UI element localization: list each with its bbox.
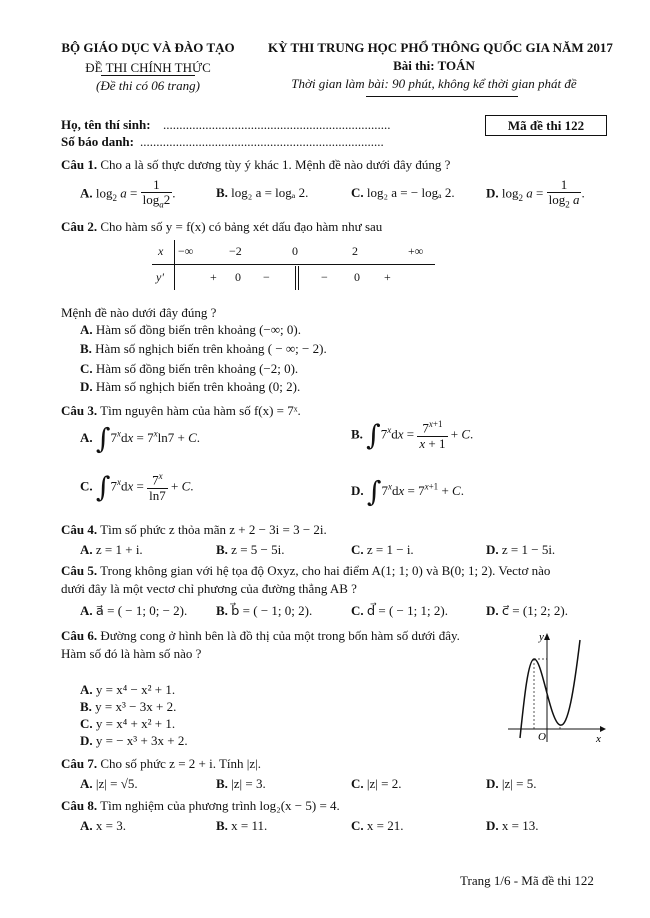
q7-text: Cho số phức z = 2 + i. Tính |z|.: [100, 756, 262, 771]
sign-table-vline: [174, 240, 175, 290]
graph-origin-label: O: [538, 731, 546, 743]
q7-b-key: B.: [216, 776, 228, 791]
q1-c-text: log₂ a = − logₐ 2.: [366, 185, 455, 200]
q4-option-d: [486, 542, 555, 559]
sign-table-x: x: [158, 244, 164, 258]
q2-a-key: A.: [80, 322, 93, 337]
q4-text: Tìm số phức z thỏa mãn z + 2 − 3i = 3 − 2i.: [100, 522, 327, 537]
q6-b-key: B.: [80, 699, 92, 714]
q7-option-d: [486, 776, 536, 793]
q1-stem: [61, 157, 450, 174]
q1-b-key: B.: [216, 185, 228, 200]
sign-table-hline: [152, 264, 435, 265]
q2-a-text: Hàm số đồng biến trên khoảng (−∞; 0).: [95, 322, 301, 337]
q6-option-a: [80, 682, 175, 699]
q8-option-d: [486, 818, 538, 835]
candidate-name-label: Họ, tên thí sinh:: [61, 117, 151, 132]
q7-c-text: |z| = 2.: [366, 776, 402, 791]
q2-option-d: [80, 379, 300, 396]
q7-a-key: A.: [80, 776, 93, 791]
q6-graph: [508, 630, 608, 745]
q5-option-d: [486, 603, 568, 620]
q3-label: Câu 3.: [61, 403, 98, 418]
sign-table-zero: 0: [292, 244, 298, 258]
ministry-name: BỘ GIÁO DỤC VÀ ĐÀO TẠO: [61, 40, 235, 55]
candidate-id-label: Số báo danh:: [61, 134, 134, 149]
q3-d-key: D.: [351, 482, 364, 498]
q4-d-key: D.: [486, 542, 499, 557]
exam-title: KỲ THI TRUNG HỌC PHỔ THÔNG QUỐC GIA NĂM 2017: [268, 40, 613, 55]
q1-b-text: log₂ a = logₐ 2.: [231, 185, 309, 200]
q2-option-b: [80, 341, 327, 358]
q3-option-b: B. $\int 7^xdx$ = $\frac{7^{x+1}}{x + 1}$ + C.: [351, 418, 474, 452]
exam-code-box: Mã đề thi 122: [485, 115, 607, 136]
q7-option-a: [80, 776, 138, 793]
q1-option-d: D. $\log_2 a$ = $\frac{1}{\log_2 a}$ .: [486, 177, 585, 210]
q5-text-2: dưới đây là một vectơ chỉ phương của đường thẳng AB ?: [61, 581, 357, 596]
q6-option-c: [80, 716, 175, 733]
q7-a-text: |z| = √5.: [95, 776, 138, 791]
q6-a-key: A.: [80, 682, 93, 697]
q1-option-c: [351, 185, 455, 201]
q3-a-key: A.: [80, 429, 93, 445]
q4-a-text: z = 1 + i.: [95, 542, 143, 557]
q8-a-key: A.: [80, 818, 93, 833]
q4-a-key: A.: [80, 542, 93, 557]
graph-y-label: y: [539, 631, 544, 643]
q2-question: Mệnh đề nào dưới đây đúng ?: [61, 305, 217, 320]
q5-text-1: Trong không gian với hệ tọa độ Oxyz, cho hai điểm A(1; 1; 0) và B(0; 1; 2). Vectơ nào: [100, 563, 551, 578]
sign-table-minus-2: −2: [229, 244, 242, 258]
q2-b-key: B.: [80, 341, 92, 356]
q4-stem: [61, 522, 327, 539]
official-label: ĐỀ THI CHÍNH THỨC: [85, 60, 211, 75]
q6-b-text: y = x³ − 3x + 2.: [95, 699, 177, 714]
q8-d-text: x = 13.: [501, 818, 539, 833]
page-footer: Trang 1/6 - Mã đề thi 122: [460, 873, 594, 888]
q6-text-2: Hàm số đó là hàm số nào ?: [61, 646, 202, 661]
q1-text: Cho a là số thực dương tùy ý khác 1. Mệnh đề nào dưới đây đúng ?: [100, 157, 451, 172]
q7-d-key: D.: [486, 776, 499, 791]
q8-stem: [61, 798, 340, 815]
q2-label: Câu 2.: [61, 219, 98, 234]
q6-c-text: y = x⁴ + x² + 1.: [95, 716, 176, 731]
q6-d-key: D.: [80, 733, 93, 748]
q2-stem: [61, 219, 382, 236]
q2-b-text: Hàm số nghịch biến trên khoảng ( − ∞; − 2).: [95, 341, 327, 356]
q2-option-c: [80, 361, 298, 378]
sign-table-zero-2: 0: [354, 270, 360, 284]
exam-time: Thời gian làm bài: 90 phút, không kể thời gian phát đề: [291, 76, 577, 91]
graph-curve: [520, 640, 580, 738]
q5-option-a: [80, 603, 187, 620]
sign-table-double-line-1: [295, 266, 296, 290]
q7-b-text: |z| = 3.: [231, 776, 266, 791]
candidate-name-dots: ......................................................................: [163, 117, 391, 132]
q3-c-key: C.: [80, 478, 93, 494]
q2-c-text: Hàm số đồng biến trên khoảng (−2; 0).: [95, 361, 299, 376]
q3-option-d: D. $\int 7^xdx = 7^{x+1} + C$.: [351, 475, 464, 508]
q1-d-key: D.: [486, 185, 499, 201]
q8-c-text: x = 21.: [366, 818, 404, 833]
q5-d-key: D.: [486, 603, 499, 618]
q1-d-fraction: $\frac{1}{\log_2 a}$: [548, 177, 580, 210]
q1-label: Câu 1.: [61, 157, 98, 172]
q5-option-b: [216, 603, 312, 620]
q5-c-text: d⃗ = ( − 1; 1; 2).: [366, 603, 448, 618]
graph-y-arrow-icon: [544, 633, 550, 640]
q5-b-key: B.: [216, 603, 228, 618]
q8-b-key: B.: [216, 818, 228, 833]
q1-a-key: A.: [80, 185, 93, 201]
q3-b-key: B.: [351, 426, 363, 442]
sign-table-plus-1: +: [210, 270, 217, 284]
q8-b-text: x = 11.: [231, 818, 268, 833]
q4-label: Câu 4.: [61, 522, 98, 537]
q7-d-text: |z| = 5.: [501, 776, 537, 791]
q8-option-c: [351, 818, 403, 835]
q7-stem: [61, 756, 261, 773]
q2-c-key: C.: [80, 361, 93, 376]
q3-option-c: C. $\int 7^xdx$ = $\frac{7^x}{\ln 7}$ + C.: [80, 470, 194, 504]
sign-table-zero-1: 0: [235, 270, 241, 284]
q6-option-d: [80, 733, 188, 750]
q4-b-text: z = 5 − 5i.: [231, 542, 285, 557]
subject: Bài thi: TOÁN: [393, 58, 475, 73]
q6-label: Câu 6.: [61, 628, 98, 643]
q3-option-a: A. $\int 7^xdx = 7^x\ln 7 + C$.: [80, 422, 200, 455]
header-divider-right: [366, 96, 518, 97]
sign-table-minus-2-sign: −: [321, 270, 328, 284]
q6-option-b: [80, 699, 176, 716]
q5-label: Câu 5.: [61, 563, 98, 578]
q4-c-key: C.: [351, 542, 364, 557]
sign-table-pos-inf: +∞: [408, 244, 424, 258]
q5-a-text: a⃗ = ( − 1; 0; − 2).: [95, 603, 188, 618]
q2-d-text: Hàm số nghịch biến trên khoảng (0; 2).: [95, 379, 301, 394]
q2-option-a: [80, 322, 301, 339]
q7-option-c: [351, 776, 401, 793]
q4-option-c: [351, 542, 414, 559]
sign-table: [152, 240, 435, 290]
q8-a-text: x = 3.: [95, 818, 126, 833]
q5-b-text: b⃗ = ( − 1; 0; 2).: [231, 603, 313, 618]
q1-a-fraction: $\frac{1}{\log_a2}$: [142, 177, 171, 210]
q6-a-text: y = x⁴ − x² + 1.: [95, 682, 176, 697]
sign-table-minus-1: −: [263, 270, 270, 284]
q7-label: Câu 7.: [61, 756, 98, 771]
q8-option-a: [80, 818, 126, 835]
q5-a-key: A.: [80, 603, 93, 618]
q3-stem: [61, 403, 301, 420]
q4-option-a: [80, 542, 143, 559]
q6-text-1: Đường cong ở hình bên là đồ thị của một trong bốn hàm số dưới đây.: [100, 628, 460, 643]
q5-option-c: [351, 603, 448, 620]
q3-text: Tìm nguyên hàm của hàm số f(x) = 7ˣ.: [100, 403, 301, 418]
q2-text: Cho hàm số y = f(x) có bảng xét dấu đạo hàm như sau: [100, 219, 383, 234]
sign-table-double-line-2: [298, 266, 299, 290]
q5-c-key: C.: [351, 603, 364, 618]
q6-d-text: y = − x³ + 3x + 2.: [95, 733, 188, 748]
q6-stem: [61, 628, 460, 645]
graph-x-label: x: [596, 733, 601, 745]
q2-d-key: D.: [80, 379, 93, 394]
q4-option-b: [216, 542, 284, 559]
q8-c-key: C.: [351, 818, 364, 833]
q8-d-key: D.: [486, 818, 499, 833]
sign-table-neg-inf: −∞: [178, 244, 194, 258]
graph-x-arrow-icon: [600, 726, 606, 732]
q5-d-text: c⃗ = (1; 2; 2).: [501, 603, 569, 618]
q4-d-text: z = 1 − 5i.: [501, 542, 556, 557]
q1-option-b: [216, 185, 308, 201]
q7-option-b: [216, 776, 266, 793]
sign-table-yprime: y': [156, 270, 164, 284]
sign-table-plus-2: +: [384, 270, 391, 284]
q8-text: Tìm nghiệm của phương trình log₂(x − 5) = 4.: [100, 798, 340, 813]
q1-option-a: A. $\log_2 a$ = $\frac{1}{\log_a2}$ .: [80, 177, 176, 210]
q4-c-text: z = 1 − i.: [366, 542, 414, 557]
q4-b-key: B.: [216, 542, 228, 557]
sign-table-two: 2: [352, 244, 358, 258]
q8-option-b: [216, 818, 267, 835]
q7-c-key: C.: [351, 776, 364, 791]
q6-c-key: C.: [80, 716, 93, 731]
q5-stem: [61, 563, 550, 580]
q8-label: Câu 8.: [61, 798, 98, 813]
candidate-id-dots: ...........................................................................: [140, 134, 384, 149]
pages-note: (Đề thi có 06 trang): [96, 78, 200, 93]
header-divider-left: [101, 75, 195, 76]
q1-c-key: C.: [351, 185, 364, 200]
